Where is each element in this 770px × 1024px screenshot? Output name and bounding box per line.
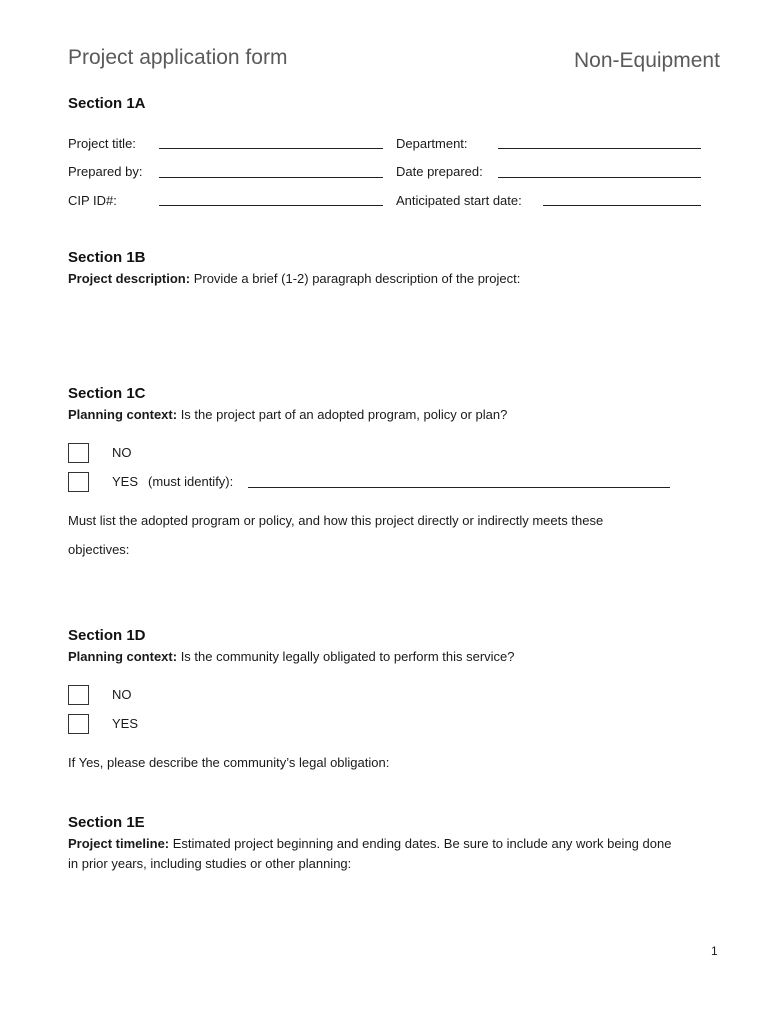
planning-context-1c-label: Planning context: bbox=[68, 407, 178, 422]
project-description-label: Project description: bbox=[68, 271, 191, 286]
planning-context-1c-text: Is the project part of an adopted program, policy or plan? bbox=[180, 407, 508, 422]
section-1c-no-checkbox[interactable] bbox=[68, 443, 89, 463]
planning-context-1c-prompt bbox=[68, 407, 507, 422]
section-1d-heading: Section 1D bbox=[68, 627, 146, 644]
anticipated-start-date-label: Anticipated start date: bbox=[396, 193, 522, 208]
section-1e-heading: Section 1E bbox=[68, 814, 145, 831]
section-1c-yes-checkbox[interactable] bbox=[68, 472, 89, 492]
anticipated-start-date-field[interactable] bbox=[543, 205, 701, 206]
date-prepared-label: Date prepared: bbox=[396, 164, 483, 179]
section-1c-no-label: NO bbox=[112, 445, 132, 460]
project-timeline-text-line2: in prior years, including studies or other planning: bbox=[68, 856, 352, 871]
form-title: Project application form bbox=[68, 46, 288, 69]
section-1c-identify-field[interactable] bbox=[248, 487, 670, 488]
cip-id-field[interactable] bbox=[159, 205, 383, 206]
section-1d-yes-label: YES bbox=[112, 716, 139, 731]
section-1a-heading: Section 1A bbox=[68, 95, 146, 112]
date-prepared-field[interactable] bbox=[498, 177, 701, 178]
department-label: Department: bbox=[396, 136, 468, 151]
project-title-field[interactable] bbox=[159, 148, 383, 149]
section-1c-yes-label: YES bbox=[112, 474, 139, 489]
section-1c-heading: Section 1C bbox=[68, 385, 146, 402]
section-1b-heading: Section 1B bbox=[68, 249, 146, 266]
department-field[interactable] bbox=[498, 148, 701, 149]
project-title-label: Project title: bbox=[68, 136, 136, 151]
planning-context-1d-text: Is the community legally obligated to perform this service? bbox=[180, 649, 515, 664]
section-1d-no-checkbox[interactable] bbox=[68, 685, 89, 705]
prepared-by-field[interactable] bbox=[159, 177, 383, 178]
planning-context-1d-prompt bbox=[68, 649, 515, 664]
project-description-prompt bbox=[68, 271, 520, 286]
prepared-by-label: Prepared by: bbox=[68, 164, 143, 179]
planning-context-1d-label: Planning context: bbox=[68, 649, 178, 664]
section-1c-instruction-line2: objectives: bbox=[68, 542, 130, 557]
section-1c-yes-note: (must identify): bbox=[148, 474, 234, 489]
section-1c-instruction-line1: Must list the adopted program or policy, and how this project directly or indirectly meets these bbox=[68, 513, 604, 528]
project-timeline-prompt bbox=[68, 836, 671, 851]
section-1d-follow-up: If Yes, please describe the community’s legal obligation: bbox=[68, 755, 390, 770]
form-category: Non-Equipment bbox=[574, 49, 720, 72]
project-timeline-label: Project timeline: bbox=[68, 836, 170, 851]
cip-id-label: CIP ID#: bbox=[68, 193, 117, 208]
page-number: 1 bbox=[711, 944, 718, 958]
section-1d-yes-checkbox[interactable] bbox=[68, 714, 89, 734]
project-timeline-text-line1: Estimated project beginning and ending dates. Be sure to include any work being done bbox=[172, 836, 672, 851]
project-description-text: Provide a brief (1-2) paragraph description of the project: bbox=[193, 271, 521, 286]
section-1d-no-label: NO bbox=[112, 687, 132, 702]
